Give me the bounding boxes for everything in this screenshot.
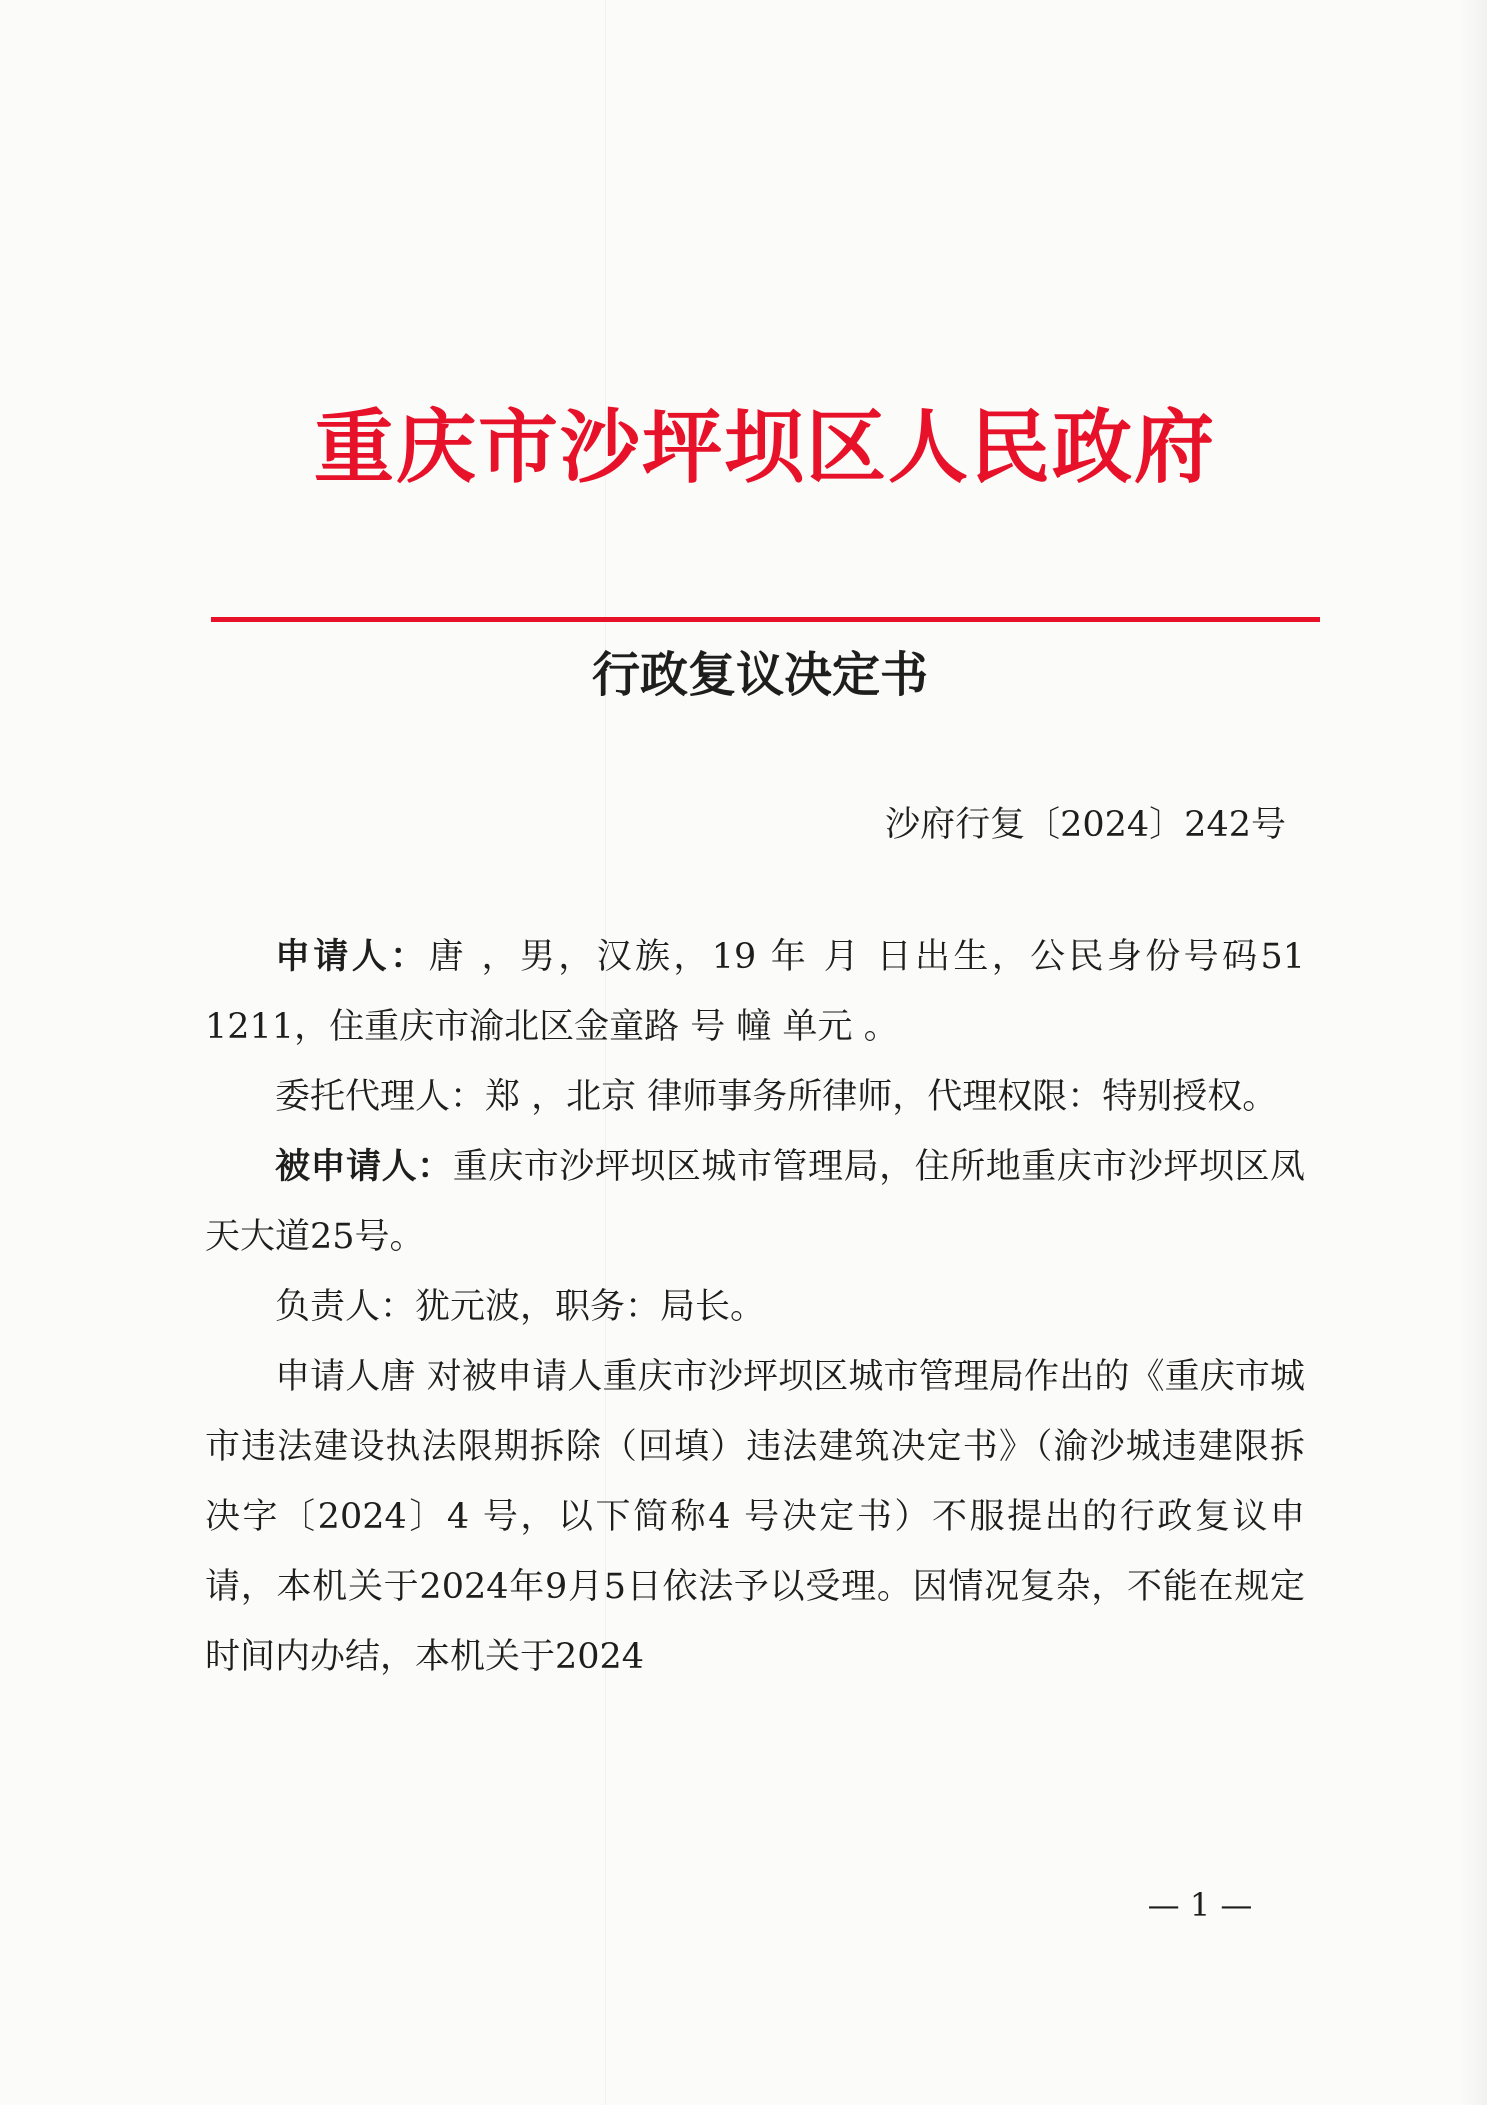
issuing-authority-header: 重庆市沙坪坝区人民政府 [314, 399, 1216, 494]
applicant-label: 申请人： [275, 937, 429, 977]
page-number: — 1 — [1147, 1886, 1253, 1924]
document-title: 行政复议决定书 [591, 647, 928, 703]
header-red-rule [211, 617, 1320, 622]
applicant-text: 唐 ，男，汉族，19 年 月 日出生，公民身份号码51 1211，住重庆市渝北区金童路 号 幢 单元 。 [205, 937, 1305, 1047]
applicant-paragraph [205, 922, 1305, 1062]
main-paragraph: 申请人唐 对被申请人重庆市沙坪坝区城市管理局作出的《重庆市城市违法建设执法限期拆除（回填）违法建筑决定书》（渝沙城违建限拆决字〔2024〕4 号，以下简称4 号决定书）不服提出的行政复议申请，本机关于2024年9月5日依法予以受理。因情况复杂，不能在规定时间内办结，本机关于2024 [205, 1357, 1305, 1677]
scan-edge-shadow [1460, 0, 1487, 2105]
document-number: 沙府行复〔2024〕242号 [885, 805, 1286, 845]
leader-paragraph: 负责人：犹元波，职务：局长。 [275, 1287, 766, 1327]
respondent-paragraph [205, 1132, 1305, 1272]
respondent-text: 重庆市沙坪坝区城市管理局，住所地重庆市沙坪坝区凤天大道25号。 [205, 1147, 1305, 1257]
agent-paragraph: 委托代理人：郑 ，北京 律师事务所律师，代理权限：特别授权。 [275, 1077, 1278, 1117]
document-body [205, 922, 1305, 1692]
respondent-label: 被申请人： [275, 1147, 453, 1187]
